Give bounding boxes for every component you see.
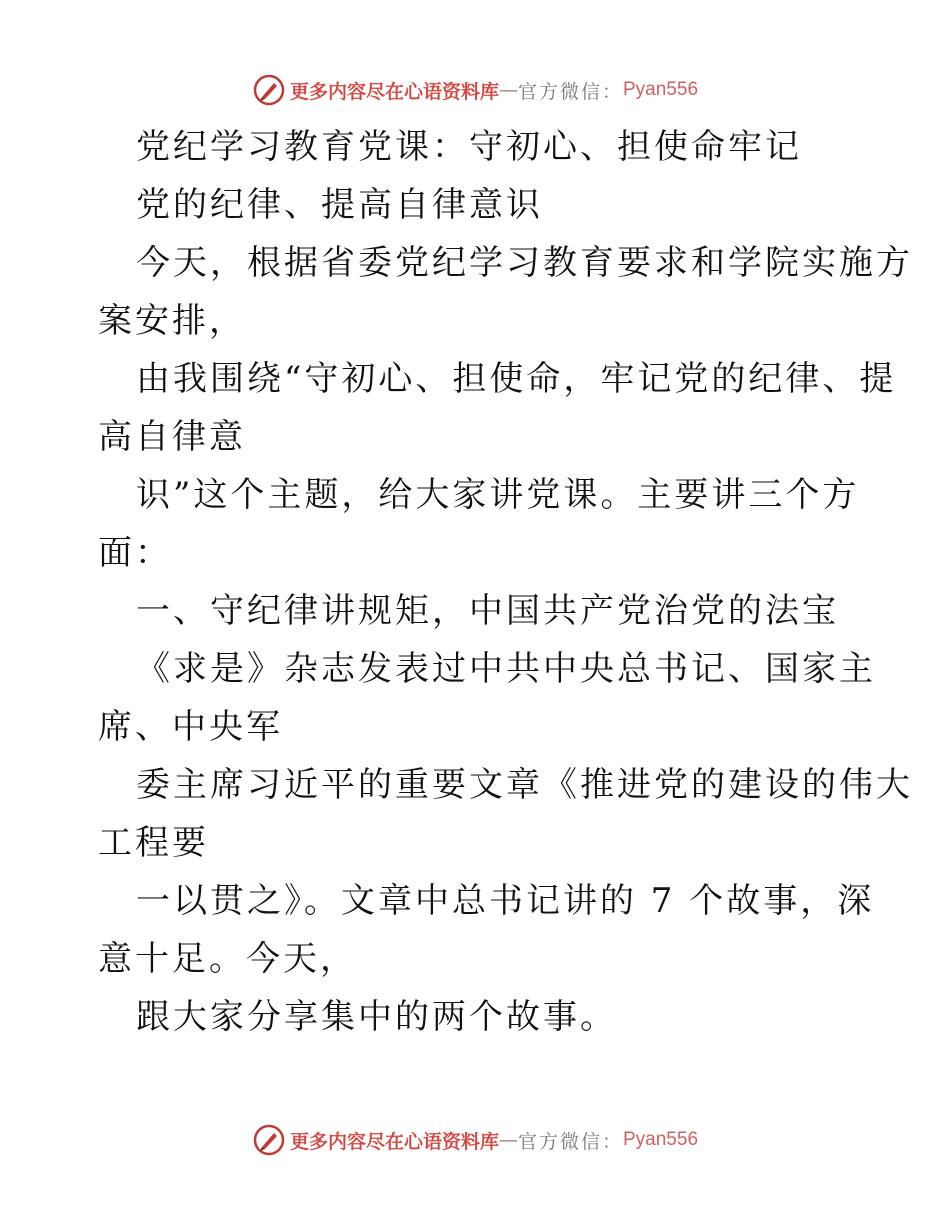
banner-separator: — — [498, 1129, 518, 1151]
banner-main-text: 更多内容尽在心语资料库 — [289, 1130, 499, 1153]
text-line: 跟大家分享集中的两个故事。 — [136, 997, 617, 1037]
banner-main-text: 更多内容尽在心语资料库 — [289, 80, 499, 103]
pen-logo-icon — [252, 73, 286, 107]
text-line: 一以贯之》。文章中总书记讲的 7 个故事，深 — [136, 881, 875, 921]
text-line: 党纪学习教育党课：守初心、担使命牢记 — [136, 127, 802, 167]
text-line: 识”这个主题，给大家讲党课。主要讲三个方 — [136, 475, 860, 515]
document-body — [98, 118, 913, 1046]
banner-label: 官方微信： — [517, 1130, 623, 1153]
text-line: 由我围绕“守初心、担使命，牢记党的纪律、提 — [136, 359, 897, 399]
pen-logo-icon — [252, 1123, 286, 1157]
text-line: 面： — [98, 533, 172, 573]
banner-id: Pyan556 — [623, 79, 699, 100]
text-line: 《求是》杂志发表过中共中央总书记、国家主 — [136, 649, 876, 689]
banner-id: Pyan556 — [623, 1129, 699, 1150]
text-line: 案安排， — [98, 301, 246, 341]
text-line: 高自律意 — [98, 417, 246, 457]
text-line: 党的纪律、提高自律意识 — [136, 185, 543, 225]
text-line: 意十足。今天， — [98, 939, 357, 979]
footer-banner — [0, 1120, 950, 1160]
text-line: 工程要 — [98, 823, 209, 863]
text-line: 一、守纪律讲规矩，中国共产党治党的法宝 — [136, 591, 839, 631]
banner-label: 官方微信： — [517, 80, 623, 103]
banner-separator: — — [498, 79, 518, 101]
header-banner — [0, 70, 950, 110]
text-line: 委主席习近平的重要文章《推进党的建设的伟大 — [136, 765, 913, 805]
text-line: 席、中央军 — [98, 707, 283, 747]
text-line: 今天，根据省委党纪学习教育要求和学院实施方 — [136, 243, 913, 283]
